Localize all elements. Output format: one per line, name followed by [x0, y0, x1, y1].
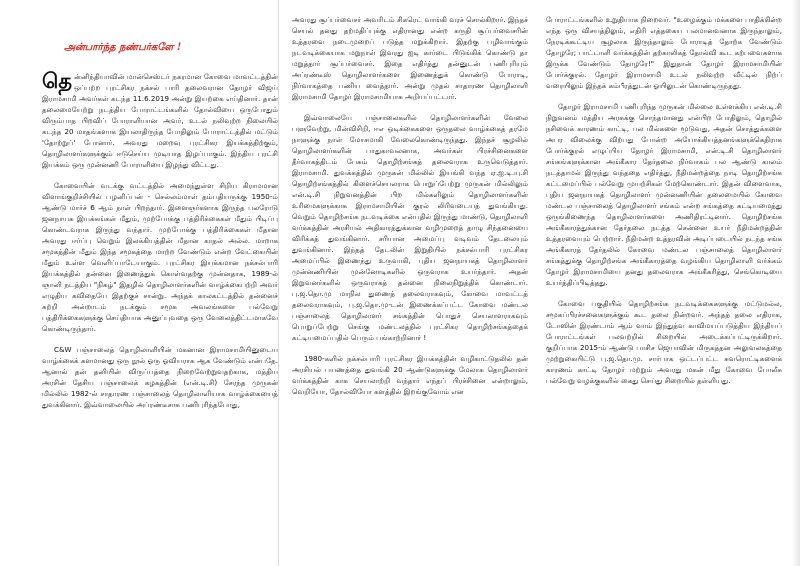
paragraph: 1980-களில் நக்சல்பாரி புரட்சிகர இயக்கத்தின் வழிகாட்டுதலில் தன் அரசியல் பயணத்தை துவங்கி 20 ஆண்டுகளுக்கு மேலாக தொழிலாளர் வர்க்கத்தின் காக செயலாற்றி வந்தார் எந்தப் பிரச்சினை என்றாலும், வெறியோ, தோல்வியோ களத்தில் இறங்குவோம் என [292, 354, 528, 396]
column-right [546, 14, 782, 560]
page-edge-shadow [792, 0, 800, 566]
column-middle [292, 14, 528, 560]
paragraph: அவரது சூப்பர்வைசர் அவரிடம் சிகரெட் வாங்கி வரச் சொல்கிறார். இந்தச் செயல் தனது தற்மதிப்புக்கு எதிரானது என்ற கருதி சூப்பர்வைசரின் உத்தரவை நடைமுறைப் படுத்த மறுக்கிறார். இதற்கு பழிவாங்கும் நடவடிக்கையாக மறுநாள் இவரது ஐடி கார்டை பிடுங்கிக் கொண்டு தா மறுத்தார் சூப்பர்வைசர். இதை எதிர்த்து தன்னுடன் பணிபுரியும் அப்ரண்டீஸ் தொழிலாளர்களை இணைத்துக் கொண்டு போராடி, நிர்வாகத்தை பணிய வைத்தார். அன்று முதல் சாதாரண தொழிலாளி இராமசாமி தோழர் இராமசாமியாக அறியப்பட்டார். [292, 15, 528, 101]
paragraph-text: ன்னிந்தியாவின் மான்செஸ்டர் நகரமான கோவை மாவட்டத்தின் ஒப்பற்ற புரட்சிகர நக்சல் பாரி தலைவரான தோழர் விஜய் இராமசாமி அவர்கள் கடந்த 11.6.2019 அன்று இயற்கை எய்தினார். தான் தலைமையேற்று நடத்திய போராட்டங்களில் தோல்வியை ஒருபோதும் விரும்பாத பிறவிப் போராளியான அவர், உடல் நலிவுற்ற நிலையில் கடந்த 20 மாதங்களாக இயலாதிருந்த போதிலும் போராட்டத்தில் மட்டும் 'தோற்றுப்' போனார். அவரது மறைவு புரட்சிகர இயக்கத்திற்கும், தொழிலாளர்களுக்கும் ஈடுசெய்ய முடியாத இழப்பாகும். இந்திய புரட்சி இயக்கம் ஒரு முன்னணி போராளியை இழந்து விட்டது. [42, 72, 278, 169]
drop-cap: தெ [42, 68, 73, 93]
greeting-heading: அன்பார்ந்த நண்பர்களே ! [64, 42, 182, 53]
paragraph: தோழர் இராமசாமி பணிபுரிந்த முருகன் மில்லை உள்ளக்கிய என்.டி.சி நிறுவனம் மத்திய அரசுக்கு சொந்தமானது என்பிற போதிலும், தொழில் நசிவைக் காரணம் காட்டி, பல மில்களை மூடுவது, அதன் சொத்துக்களை அபர விலைக்கு விற்பது போன்ற அயோக்கியத்தனங்களுக்கெதிராக போர்க்குரல் எழுப்பிய தோழர் இராமசாமி, என்.டி.சி தொழிலாளர் சங்கங்களுக்கான அங்கீகார தேர்தலை நிர்வாகம் பல ஆண்டு காலம் நடத்தாமல் இருந்து வந்ததை எதிர்த்து, நீதிமன்றத்தை நாடி தொழிற்சங்க கட்டமைப்பில் பல்வேறு முயற்சிகள் மேற்கொண்டார். இதன் விளைவாக, புதிய ஜனநாயகத் தொழிலாளர் முன்னணியின் தலைமையில் கோவை மண்டல பஞ்சாலைத் தொழிலாளர் சங்கம் என்ற சங்கத்தை கட்டியமைத்து ஒருங்கிணைந்த தொழிலாளர்களை அணிதிரட்டினார். தொழிற்சங்க அங்கீகாரத்துக்கான தேர்தலை நடத்த சென்னை உயர் நீதிமன்றத்தின் உத்தரவையும் பெற்றார். நீதிமன்ற உத்தரவின் அடிப்படையில் நடந்த சங்க அங்கீகாரத் தேர்தலில் கோவை மண்டல பஞ்சாலைத் தொழிலாளர் சங்கத்துக்கு தொழிற்சங்க அங்கீகாரத்தை வழங்கிய தொழிலாளி வர்க்கம் தோழர் இராமசாமியை தனது தலைவராக அங்கீகரித்து, செங்கொடியை உயர்த்திப்பிடித்தது. [546, 102, 782, 287]
page-fold-divider [278, 0, 279, 566]
paragraph: கோவையின் வடக்கு வட்டத்தில் அமைந்துள்ள சிறிய கிராமமான விளாங்குறிச்சியில் பழனிப்பன் - செல்லம்மாள் தம்பதியருக்கு 1950-ம் ஆண்டு மார்ச் 6 ஆம் நாள் பிறந்தார். இளைஞர்களாக இருந்த பலரோடு ஜனநாயக இயக்கங்கள் மீதும், முற்போக்கு பத்திரிக்கைகள் மீதும் பிடிப்பு கொண்டவராக இருந்து வந்தார். முற்போக்கு பத்திரிக்கைகள் மீதான அவரது ஈர்ப்பு வெறும் இலக்கியத்தின் மீதான காதல் அல்ல. மாறாக சமூகத்தின் மீதும் இந்த சமூகத்தை மாற்ற வேண்டும் என்ற வேட்கையின் மீதும் உள்ள வெளிப்பாடேயாகும். புரட்சிகர இயக்கமான நக்சல்பாரி இயக்கத்தில் தன்னை இணைத்துக் கொள்வதற்கு முன்னதாக, 1989-ல் ஞானி நடத்திய "நிகழ்" இதழில் தொழிலாளர்களின் வாழ்க்கைபற்றி அவர் எழுதிய கவிதையே இதற்குச் சான்று. அந்தக் காலகட்டத்தில் தன்னைச் சுற்றி அன்றாடம் நடக்கும் சமூக அவலங்களை பல்வேறு பத்திரிக்கைகளுக்கு செய்தியாக அனுப்புவதை ஒரு வேலைத்திட்டமாகவே கொண்டிருந்தார். [42, 181, 278, 333]
paragraph: C&W பஞ்சாலைத் தொழிலாளியின் மகனான இராமசாமியினுடைய வாழ்க்கைக் களமானது ஒரு நூல் ஓரு ஓவியராக ஆக வேண்டும் என்பதே. ஆனால் தன் தனியின் விருப்பத்தை நிறைவேற்றுவதற்காக, மத்திய அரசின் தேசிய பஞ்சாலைக் கழகத்தின் (என்.டி.சி) சேரந்த முருகன் மில்லில் 1982-ல் சாதாரண பஞ்சாலைத் தொழிலாளியாக வாழ்க்கையைத் துவக்கினார். இவ்வாலையில் அப்ரண்டீசாக பணிபுரிந்தபோது, [42, 345, 278, 409]
paragraph: போராட்டங்களில் உறுதியாக நிறைவர். "உழைக்கும் மக்களை பாதிக்கின்ற எந்த ஒரு விசயத்திலும், எதிரி எத்தகைய பலமானவனாக இருந்தாலும், நேரடிக்கூட்டிய சூழலாக இருந்தாலும் போராடித் தோற்க வேண்டும் தோழரே; பாட்டாளி வர்க்கத்தின் தற்காலிகத் தோல்வி கூட கற்பவைகளாக இருக்க வேண்டும் தோழரே!" இதுதான் தோழர் இராமசாமியின் போர்க்குரல். தோழர் இராமசாமி உடல் நலிவுற்ற வீட்டில் நிற்ப் வரையிலும் இந்தக் கம்பீரத்துடன் ஓயிலுடன் கொண்டிருந்தது. [546, 15, 782, 90]
column-left [42, 14, 278, 560]
paragraph-opening [42, 68, 278, 170]
paragraph: கோவை பகுதியில் தொழிற்சங்க நடவடிக்கைகளுக்கு மட்டுமல்ல, சமூகப்பிரச்சனைகளுக்கும் கூட தலை நின்றவர். அந்தத் தலை எதிராக, டோஸின் இரண்டாம் ஆம் வாம் இந்துத்வ காவிமயப்படுத்திய இந்தியப் போராட்டங்கள் பலவற்றில் சிறையில் அடைக்கப்பட்டிருக்கிறார். குறிப்பாக 2015-ம் ஆண்டு பாசிச ஜெயாவின் மிருகத்தன அலுவலகத்தை முற்றுகையிட்டு பு.ஜ.தொ.மு. சார்பாக ஒட்டப்பட்ட சுவரொட்டிகளைக் காரணம் காட்டி தோழர் மற்றும் அவரது மகன் மீது கோவை போலீசு பல்வேறு வழக்குகளில் கைது செய்து சிறையில் தள்ளியது. [546, 299, 782, 385]
paragraph: இவ்வாலையே பஞ்சாலைகளில் தொழிலாளர்களின் வேலை பளுவேற்று, மின்விசிறி, ஈஎ ஒடிக்கைகளை ஒருதலை வாழ்க்கைத் தரமே நாளுக்கு நாள் மோசமாகி வேலைகொண்டிருந்தது. இந்தச் சூழலில் தொழிலாளர்களின் பாதுகாவலனாக, அவர்கள் பிரச்சினைகளை தீர்வாகத்திடம் பேசும் தொழிற்சங்கத் தலைவராக உருவெடுத்தார். இராமசாமி. துவக்கத்தில் முருகன் மில்லில் இயங்கி வந்த ஏ.ஐ.டி.யு.சி தொழிற்சங்கத்தில் கிளைச்செயலராக பொறுப்பேற்று முருகன் மில்லிலும் என்.டி.சி நிறுவனத்தின் பிற மில்களிலும் தொழிலாளர்களின் உரிமைகளுக்காக இராமசாமியின் குரல் லிரிவடையத் துவங்கியது. வெறும் தொழிற்சங்க நடவடிக்கை என்பதில் இருந்து மாண்டு, தொழிலாளி வர்க்கத்தின் அரசியல் அதிகாரத்துக்கான வழிமுறைத் தாழு சிந்தனையை விரிக்கத் துவங்கினார். சரியான அமைப்பு வடிவம் தேடலையும் துவங்கினார். இந்தத் தேடலின் இறுதியில் நக்சல்பாரி புரட்சிகர அமைப்பில் இணைந்து உருவாகி, புதிய ஜனநாயகத் தொழிலாளர் முன்னணியின் முன்னோடிகளில் ஒருவராக உயர்ந்தார். அதன் இறுவனர்களில் ஒருவராகத் தன்னை நிலைநிறுத்திக் கொண்டார். பு.ஜ.தொ.மு மாநில துணைத் தலைவராகவும், கோவை மாவட்டத் தலைவராகவும், பு.ஜ.தொ.மு-டன் இணைக்கப்பட்ட கோவை மண்டல பஞ்சாலைத் தொழிலாளர் சங்கத்தின் பொதுச் செயலாளராகவும் பொறுப்பேற்று செங்கு மண்டலத்தில் புரட்சிகர தொழிற்சங்கத்தைக் கட்டியமைப்பதில் பெரும் பங்காற்றினார் ! [292, 113, 528, 342]
